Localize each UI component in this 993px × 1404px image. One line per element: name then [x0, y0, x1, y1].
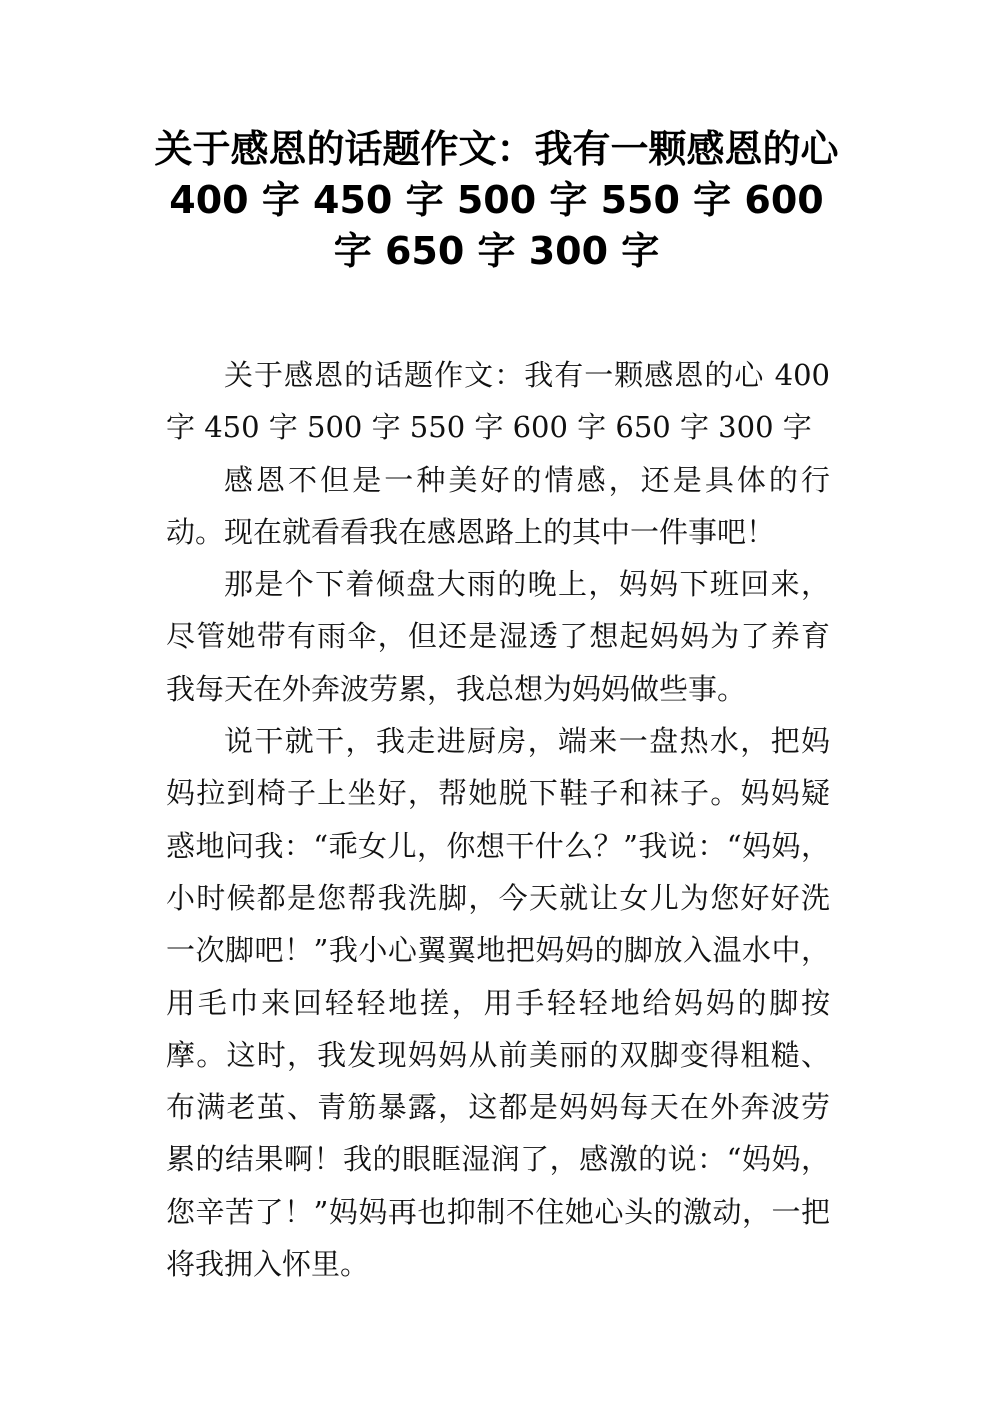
- paragraph-1: 关于感恩的话题作文：我有一颗感恩的心 400 字 450 字 500 字 550 字 600 字 650 字 300 字: [166, 358, 830, 445]
- document-title: 关于感恩的话题作文：我有一颗感恩的心 400 字 450 字 500 字 550 字 600 字 650 字 300 字: [154, 127, 839, 273]
- document-body: [166, 349, 830, 1290]
- paragraph-3: 那是个下着倾盘大雨的晚上，妈妈下班回来，尽管她带有雨伞，但还是湿透了想起妈妈为了养育我每天在外奔波劳累，我总想为妈妈做些事。: [166, 567, 830, 706]
- paragraph-4: 说干就干，我走进厨房，端来一盘热水，把妈妈拉到椅子上坐好，帮她脱下鞋子和袜子。妈妈疑惑地问我：“乖女儿，你想干什么？”我说：“妈妈，小时候都是您帮我洗脚，今天就让女儿为您好好洗一次脚吧！”我小心翼翼地把妈妈的脚放入温水中，用毛巾来回轻轻地搓，用手轻轻地给妈妈的脚按摩。这时，我发现妈妈从前美丽的双脚变得粗糙、布满老茧、青筋暴露，这都是妈妈每天在外奔波劳累的结果啊！我的眼眶湿润了，感激的说：“妈妈，您辛苦了！”妈妈再也抑制不住她心头的激动，一把将我拥入怀里。: [166, 724, 830, 1282]
- paragraph-2: 感恩不但是一种美好的情感，还是具体的行动。现在就看看我在感恩路上的其中一件事吧！: [166, 462, 830, 549]
